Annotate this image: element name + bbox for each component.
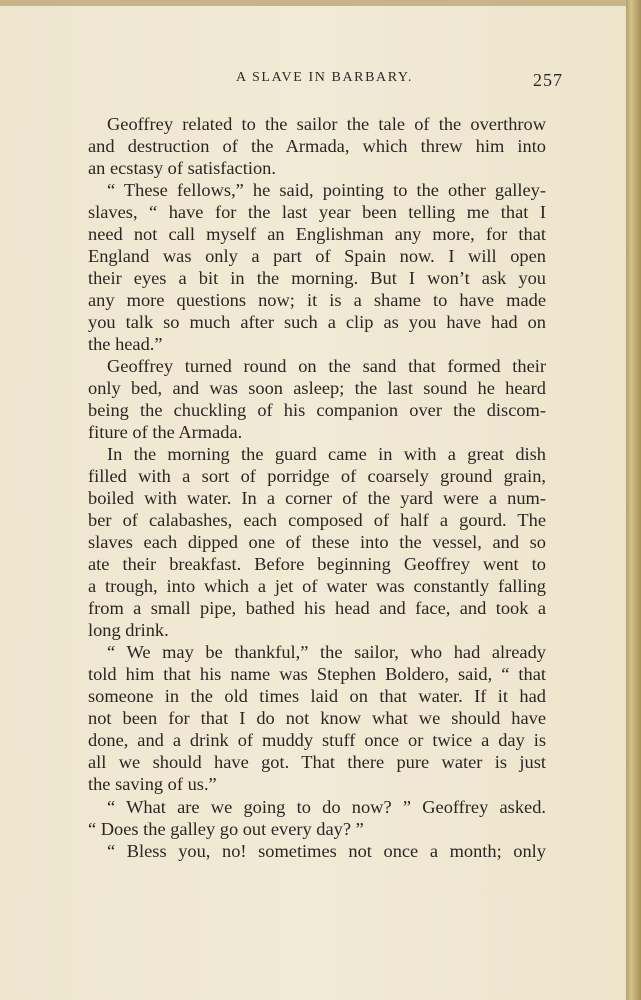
- text-line: “ We may be thankful,” the sailor, who had already: [107, 642, 546, 662]
- text-line: a trough, into which a jet of water was constantly falling: [88, 576, 546, 596]
- text-line: ber of calabashes, each composed of half a gourd. The: [88, 510, 546, 530]
- running-title: A SLAVE IN BARBARY.: [236, 70, 413, 85]
- text-line: someone in the old times laid on that water. If it had: [88, 686, 546, 706]
- text-line: only bed, and was soon asleep; the last sound he heard: [88, 378, 546, 398]
- text-line: slaves, “ have for the last year been telling me that I: [88, 202, 546, 222]
- text-line: done, and a drink of muddy stuff once or twice a day is: [88, 730, 546, 750]
- text-line: “ These fellows,” he said, pointing to the other galley-: [107, 180, 546, 200]
- text-line: the head.”: [88, 334, 163, 354]
- text-line: the saving of us.”: [88, 774, 217, 794]
- text-line: being the chuckling of his companion over the discom-: [88, 400, 546, 420]
- page-top-edge: [0, 0, 626, 6]
- text-line: from a small pipe, bathed his head and face, and took a: [88, 598, 546, 618]
- text-line: need not call myself an Englishman any more, for that: [88, 224, 546, 244]
- text-line: any more questions now; it is a shame to have made: [88, 290, 546, 310]
- text-line: fiture of the Armada.: [88, 422, 243, 442]
- page-number: 257: [533, 70, 563, 90]
- text-line: Geoffrey turned round on the sand that formed their: [107, 356, 546, 376]
- text-line: filled with a sort of porridge of coarsely ground grain,: [88, 466, 546, 486]
- text-line: told him that his name was Stephen Boldero, said, “ that: [88, 664, 546, 684]
- text-line: not been for that I do not know what we should have: [88, 708, 546, 728]
- text-line: all we should have got. That there pure water is just: [88, 752, 546, 772]
- text-line: England was only a part of Spain now. I will open: [88, 246, 546, 266]
- text-line: and destruction of the Armada, which threw him into: [88, 136, 546, 156]
- text-line: long drink.: [88, 620, 169, 640]
- page-binding-edge: [626, 0, 641, 1000]
- text-line: their eyes a bit in the morning. But I won’t ask you: [88, 268, 546, 288]
- text-line: slaves each dipped one of these into the vessel, and so: [88, 532, 546, 552]
- text-line: you talk so much after such a clip as you have had on: [88, 312, 546, 332]
- text-line: “ What are we going to do now? ” Geoffrey asked.: [107, 797, 546, 817]
- text-line: In the morning the guard came in with a great dish: [107, 444, 546, 464]
- text-line: ate their breakfast. Before beginning Geoffrey went to: [88, 554, 546, 574]
- text-line: “ Bless you, no! sometimes not once a month; only: [107, 841, 546, 861]
- text-line: an ecstasy of satisfaction.: [88, 158, 276, 178]
- text-line: boiled with water. In a corner of the yard were a num-: [88, 488, 546, 508]
- text-line: “ Does the galley go out every day? ”: [88, 819, 364, 839]
- text-line: Geoffrey related to the sailor the tale of the overthrow: [107, 114, 546, 134]
